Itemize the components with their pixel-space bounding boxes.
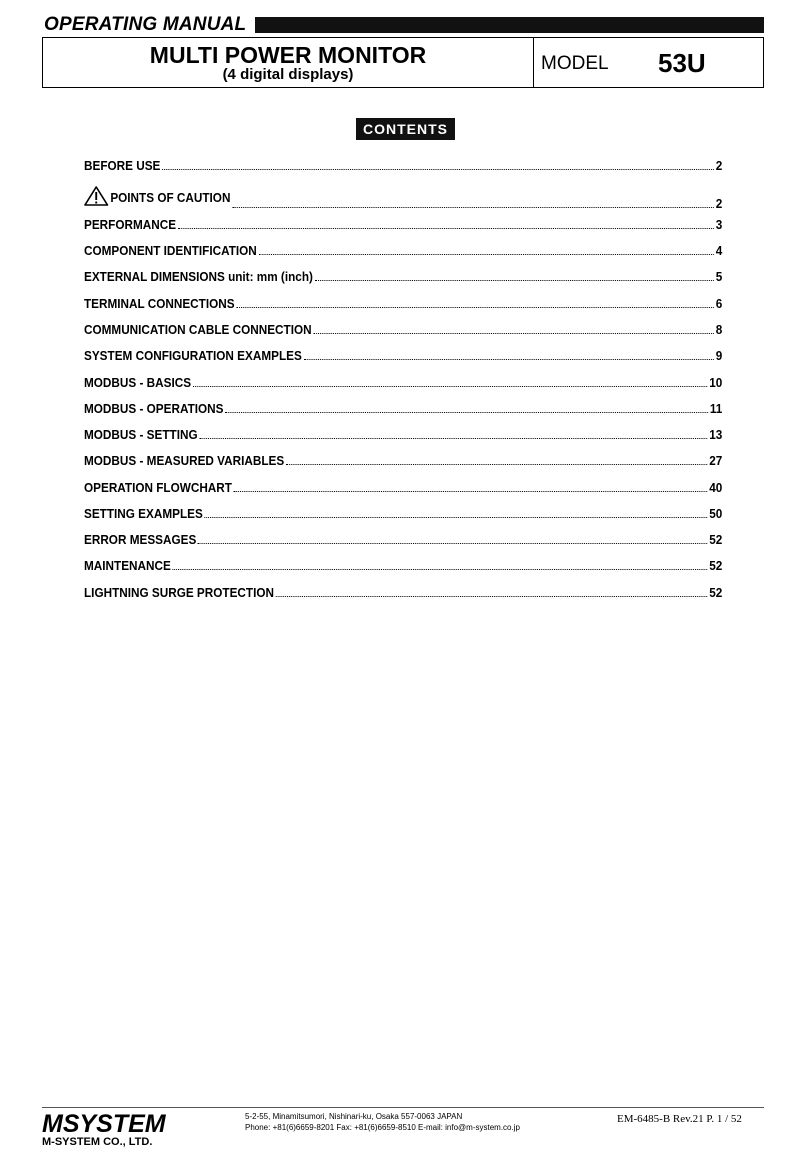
toc-leader-dots (232, 206, 714, 208)
model-value: 53U (658, 48, 706, 78)
toc-leader-dots (178, 227, 714, 229)
toc-entry-page: 10 (709, 376, 723, 390)
toc-entry[interactable] (84, 216, 722, 234)
toc-leader-dots (198, 542, 707, 544)
toc-entry-label (84, 268, 313, 286)
toc-entry-text: COMPONENT IDENTIFICATION (84, 244, 257, 258)
toc-entry-page: 2 (715, 159, 723, 173)
toc-entry-page: 5 (715, 270, 723, 284)
toc-entry-label (84, 584, 274, 602)
toc-entry-text: MODBUS - MEASURED VARIABLES (84, 454, 285, 468)
toc-leader-dots (315, 279, 714, 281)
toc-entry-text: SYSTEM CONFIGURATION EXAMPLES (84, 349, 302, 363)
toc-entry-text: LIGHTNING SURGE PROTECTION (84, 586, 274, 600)
toc-entry-label (84, 374, 191, 392)
toc-entry-label (84, 216, 176, 234)
toc-entry[interactable] (84, 321, 722, 339)
toc-entry[interactable] (84, 268, 722, 286)
toc-entry-page: 40 (709, 481, 723, 495)
toc-entry-page: 13 (709, 428, 723, 442)
toc-entry-label (84, 479, 232, 497)
toc-entry[interactable] (84, 557, 722, 575)
address-line-1: 5-2-55, Minamitsumori, Nishinari-ku, Osaka 557-0063 JAPAN (245, 1112, 463, 1121)
toc-leader-dots (225, 411, 708, 413)
toc-entry-page: 3 (715, 218, 723, 232)
toc-entry-text: OPERATION FLOWCHART (84, 481, 232, 495)
toc-entry[interactable] (84, 426, 722, 444)
toc-entry[interactable] (84, 452, 722, 470)
toc-entry-page: 52 (709, 586, 723, 600)
toc-entry-label (84, 531, 196, 549)
toc-entry-label (84, 505, 203, 523)
toc-entry-text: MAINTENANCE (84, 559, 171, 573)
footer-rule (42, 1107, 764, 1108)
warning-icon (84, 186, 108, 206)
company-name: M-SYSTEM CO., LTD. (42, 1136, 153, 1148)
toc-entry-label (84, 426, 198, 444)
toc-entry-text: ERROR MESSAGES (84, 533, 197, 547)
toc-entry[interactable] (84, 295, 722, 313)
toc-entry-page: 50 (709, 507, 723, 521)
product-subtitle: (4 digital displays) (222, 66, 354, 83)
document-reference: EM-6485-B Rev.21 P. 1 / 52 (617, 1113, 742, 1125)
toc-entry-text: MODBUS - SETTING (84, 428, 198, 442)
toc-entry[interactable] (84, 584, 722, 602)
toc-entry-label (84, 188, 230, 208)
toc-leader-dots (199, 437, 707, 439)
toc-entry[interactable] (84, 531, 722, 549)
toc-entry-label (84, 295, 235, 313)
toc-entry-page: 52 (709, 559, 723, 573)
toc-leader-dots (162, 168, 714, 170)
toc-leader-dots (259, 253, 714, 255)
address-line-2: Phone: +81(6)6659-8201 Fax: +81(6)6659-8510 E-mail: info@m-system.co.jp (245, 1123, 520, 1132)
toc-entry[interactable] (84, 157, 722, 175)
toc-entry-page: 9 (715, 349, 723, 363)
toc-entry-text: BEFORE USE (84, 159, 161, 173)
toc-entry-page: 2 (715, 197, 723, 211)
toc-leader-dots (313, 332, 713, 334)
toc-entry-label (84, 242, 257, 260)
toc-entry-text: TERMINAL CONNECTIONS (84, 297, 235, 311)
product-title: MULTI POWER MONITOR (149, 42, 427, 68)
toc-entry-label (84, 347, 302, 365)
toc-entry-page: 11 (709, 402, 723, 416)
header-bar (255, 17, 764, 33)
toc-leader-dots (286, 463, 707, 465)
toc-entry-text: MODBUS - OPERATIONS (84, 402, 224, 416)
toc-leader-dots (205, 516, 708, 518)
toc-leader-dots (234, 490, 707, 492)
toc-entry-page: 4 (715, 244, 723, 258)
toc-entry-text: PERFORMANCE (84, 218, 177, 232)
toc-entry-page: 8 (715, 323, 723, 337)
toc-entry[interactable] (84, 479, 722, 497)
toc-entry[interactable] (84, 400, 722, 418)
company-logo: MSYSTEM (42, 1110, 166, 1138)
toc-entry-text: COMMUNICATION CABLE CONNECTION (84, 323, 312, 337)
toc-entry-text: SETTING EXAMPLES (84, 507, 203, 521)
toc-leader-dots (276, 595, 707, 597)
toc-entry-page: 27 (709, 454, 723, 468)
model-label: MODEL (541, 53, 609, 74)
toc-entry-label (84, 321, 312, 339)
toc-entry[interactable] (84, 347, 722, 365)
toc-entry-label (84, 557, 171, 575)
toc-entry-label (84, 452, 284, 470)
toc-entry[interactable] (84, 374, 722, 392)
contents-heading: CONTENTS (356, 118, 455, 140)
toc-entry-label (84, 157, 160, 175)
manual-label: OPERATING MANUAL (44, 14, 247, 35)
toc-entry-text: POINTS OF CAUTION (110, 191, 231, 205)
toc-leader-dots (304, 358, 714, 360)
toc-entry-page: 52 (709, 533, 723, 547)
toc-entry-text: MODBUS - BASICS (84, 376, 192, 390)
toc-entry-label (84, 400, 223, 418)
toc-entry[interactable] (84, 505, 722, 523)
toc-leader-dots (236, 306, 713, 308)
toc-entry[interactable] (84, 242, 722, 260)
toc-entry-page: 6 (715, 297, 723, 311)
toc-leader-dots (193, 385, 707, 387)
toc-entry-text: EXTERNAL DIMENSIONS unit: mm (inch) (84, 270, 313, 284)
toc-entry[interactable] (84, 188, 723, 211)
toc-leader-dots (173, 568, 708, 570)
